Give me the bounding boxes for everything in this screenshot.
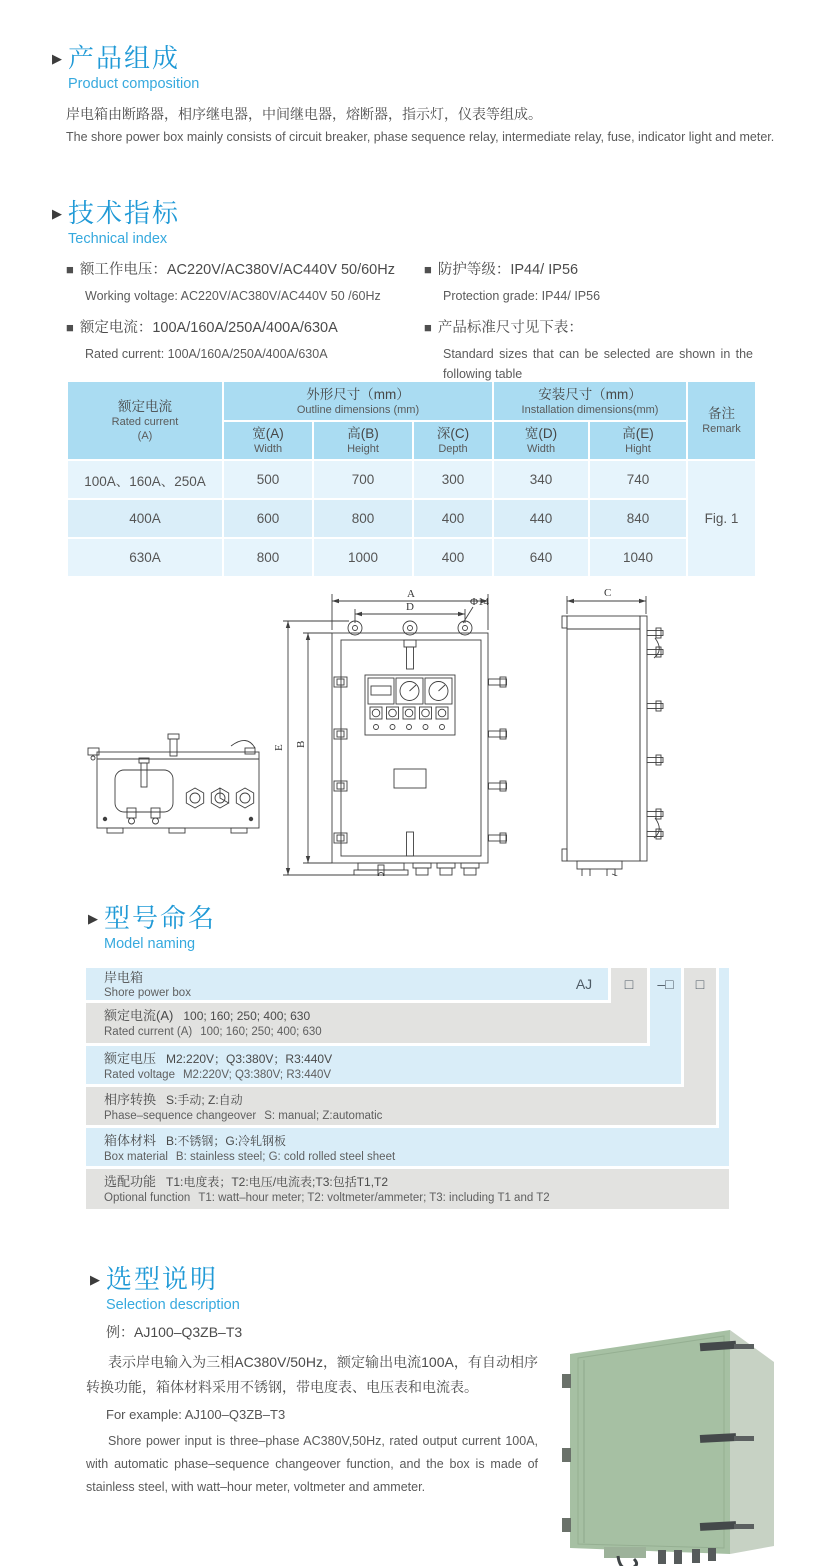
model-row-phase-changeover: 相序转换 S:手动; Z:自动 Phase–sequence changeover S: manual; Z:automatic <box>86 1087 716 1125</box>
photo-hinges <box>562 1374 571 1532</box>
technical-title-zh: 技术指标 <box>68 198 181 228</box>
front-view-drawing <box>270 576 515 876</box>
selection-body <box>86 1322 538 1499</box>
section-technical-header <box>52 198 180 247</box>
technical-specs-left <box>66 258 416 375</box>
square-bullet-icon: ■ <box>424 262 432 277</box>
model-code-box3: □ <box>695 976 705 992</box>
selection-example-zh: 例：AJ100–Q3ZB–T3 <box>106 1324 243 1340</box>
section-arrow-icon: ▶ <box>88 911 98 926</box>
cable-glands <box>413 863 479 875</box>
col-header-rated-current: 额定电流 Rated current (A) <box>68 382 222 459</box>
col-header-width-d: 宽(D) Width <box>494 422 588 459</box>
section-arrow-icon: ▶ <box>52 206 62 221</box>
hinges <box>334 677 347 843</box>
spec-protection-grade-en: Protection grade: IP44/ IP56 <box>443 289 601 303</box>
section-composition-header <box>52 43 199 92</box>
indicator-lights <box>370 707 448 730</box>
hex-cable-glands <box>186 788 253 808</box>
table-row: 400A 600 800 400 440 840 <box>68 500 755 537</box>
model-row-optional-function: 选配功能 T1:电度表；T2:电压/电流表;T3:包括T1,T2 Optional function T1: watt–hour meter; T2: voltmeter/ammeter; T3: including T1 and T2 <box>86 1169 729 1209</box>
bottom-bracket <box>354 863 408 876</box>
model-row-rated-current: 额定电流(A) 100; 160; 250; 400; 630 Rated current (A) 100; 160; 250; 400; 630 <box>86 1003 647 1043</box>
dim-label-a: A <box>407 588 415 600</box>
model-row-shore-power-box: 岸电箱 Shore power box <box>86 968 608 1000</box>
dim-label-d: D <box>406 601 414 613</box>
side-view-drawing <box>552 576 672 876</box>
model-naming-title-zh: 型号命名 <box>104 903 217 933</box>
col-header-width-a: 宽(A) Width <box>224 422 312 459</box>
model-naming-table <box>86 968 729 1211</box>
spec-standard-size-zh: ■ 产品标准尺寸见下表： <box>424 320 583 337</box>
col-header-depth-c: 深(C) Depth <box>414 422 492 459</box>
square-bullet-icon: ■ <box>66 320 74 336</box>
technical-title-en: Technical index <box>68 231 168 247</box>
technical-specs-right <box>424 258 754 394</box>
dim-label-e: E <box>273 744 285 751</box>
remark-cell: Fig. 1 <box>688 461 755 576</box>
model-code-box2: –□ <box>657 976 674 992</box>
selection-desc-en: Shore power input is three–phase AC380V,50Hz, rated output current 100A, with automatic phase–sequence changeover function, and the box is made of stainless steel, with watt–hour meter, voltmeter and ammeter. <box>86 1434 538 1495</box>
col-group-installation-dimensions: 安装尺寸（mm） Installation dimensions(mm) <box>494 382 686 420</box>
col-header-remark: 备注 Remark <box>688 382 755 459</box>
section-arrow-icon: ▶ <box>52 51 62 66</box>
col-header-height-b: 高(B) Height <box>314 422 412 459</box>
col-group-outline-dimensions: 外形尺寸（mm） Outline dimensions (mm) <box>224 382 492 420</box>
side-clamps <box>647 628 663 839</box>
side-bottom-glands <box>577 861 622 876</box>
col-header-hight-e: 高(E) Hight <box>590 422 686 459</box>
selection-title-zh: 选型说明 <box>106 1264 219 1294</box>
door-clamps <box>489 677 507 843</box>
model-code-prefix: AJ <box>575 976 593 992</box>
spec-rated-current-en: Rated current: 100A/160A/250A/400A/630A <box>85 347 328 362</box>
spec-working-voltage-en: Working voltage: AC220V/AC380V/AC440V 50 /60Hz <box>85 289 381 303</box>
product-photo <box>542 1298 800 1566</box>
composition-title-zh: 产品组成 <box>68 43 181 73</box>
model-code-box1: □ <box>624 976 634 992</box>
dim-label-dia14: Φ14 <box>470 596 490 608</box>
square-bullet-icon: ■ <box>66 262 74 277</box>
table-row: 630A 800 1000 400 640 1040 <box>68 539 755 576</box>
composition-body-zh: 岸电箱由断路器，相序继电器，中间继电器，熔断器，指示灯，仪表等组成。 <box>66 106 542 122</box>
dim-label-b: B <box>295 740 307 748</box>
size-table <box>66 380 757 578</box>
square-bullet-icon: ■ <box>424 320 432 336</box>
dim-label-c: C <box>604 587 612 599</box>
composition-title-en: Product composition <box>68 76 200 92</box>
model-row-rated-voltage: 额定电压 M2:220V；Q3:380V；R3:440V Rated voltage M2:220V; Q3:380V; R3:440V <box>86 1046 681 1084</box>
section-selection-header <box>90 1264 240 1313</box>
selection-example-en: For example: AJ100–Q3ZB–T3 <box>106 1407 286 1422</box>
spec-protection-grade-zh: ■ 防护等级：IP44/ IP56 <box>424 262 579 278</box>
model-naming-title-en: Model naming <box>104 936 196 952</box>
bottom-view-drawing <box>85 722 275 857</box>
composition-body-en: The shore power box mainly consists of circuit breaker, phase sequence relay, intermediate relay, fuse, indicator light and meter. <box>66 130 775 144</box>
table-row: 100A、160A、250A 500 700 300 340 740 Fig. 1 <box>68 461 755 498</box>
spec-rated-current-zh: ■ 额定电流：100A/160A/250A/400A/630A <box>66 320 338 337</box>
section-arrow-icon: ▶ <box>90 1272 100 1287</box>
selection-desc-zh: 表示岸电输入为三相AC380V/50Hz，额定输出电流100A，有自动相序转换功能，箱体材料采用不锈钢，带电度表、电压表和电流表。 <box>86 1354 538 1395</box>
selection-title-en: Selection description <box>106 1297 240 1313</box>
section-model-naming-header <box>88 903 216 952</box>
model-row-box-material: 箱体材料 B:不锈钢；G:冷轧钢板 Box material B: stainless steel; G: cold rolled steel sheet <box>86 1128 729 1166</box>
spec-working-voltage-zh: ■ 额工作电压：AC220V/AC380V/AC440V 50/60Hz <box>66 262 395 278</box>
spec-standard-size-en: Standard sizes that can be selected are shown in the following table <box>443 347 753 381</box>
